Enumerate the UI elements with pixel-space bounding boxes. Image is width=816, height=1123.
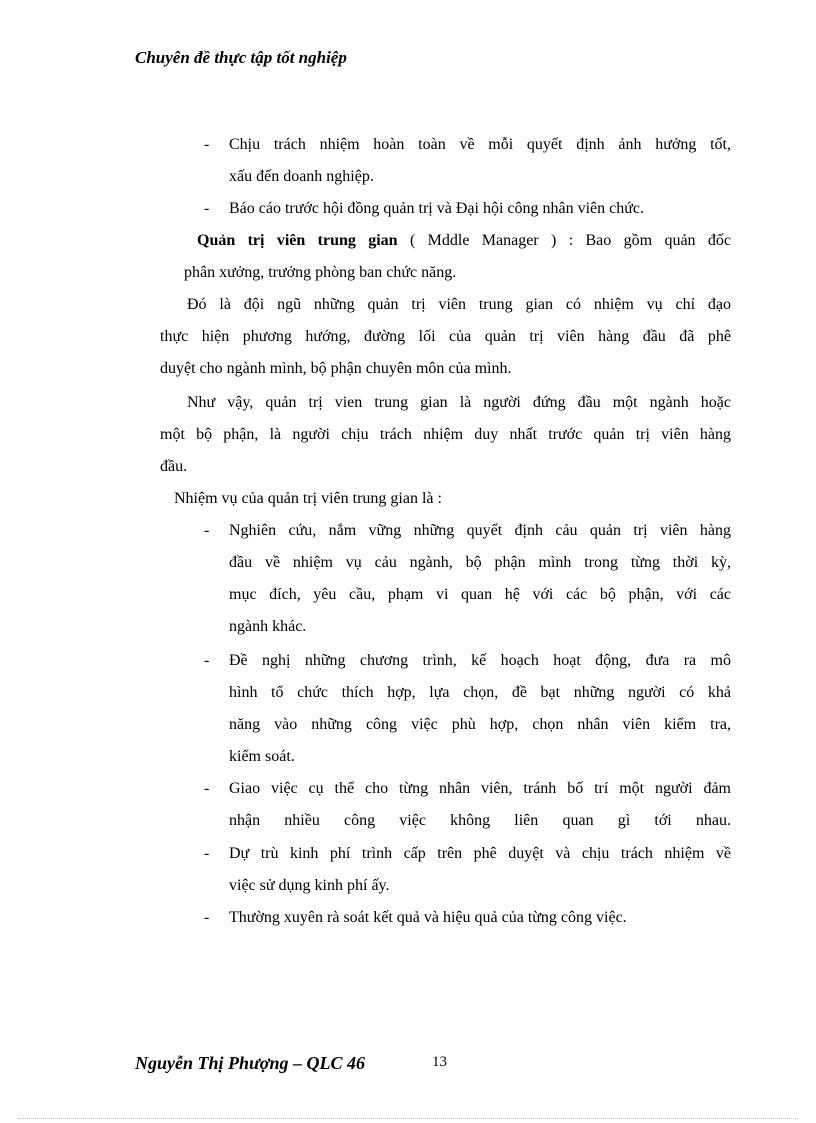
bullet-dash: - [204,909,210,926]
paragraph-3-line-3: đầu. [160,458,188,475]
bullet-dash: - [204,522,210,539]
middle-manager-definition-text: ( Mddle Manager ) : Bao gồm quản đốc [397,232,732,249]
paragraph-3-line-1: Như vậy, quản trị vien trung gian là người đứng đầu một ngành hoặc [187,394,731,411]
bullet-3-line-1: Nghiên cứu, nắm vững những quyết định cảu quản trị viên hàng [229,522,731,539]
bullet-1-line-1: Chịu trách nhiệm hoàn toàn về mỗi quyết định ảnh hưởng tốt, [229,136,731,153]
middle-manager-term: Quản trị viên trung gian [197,232,398,249]
footer-author: Nguyễn Thị Phượng – QLC 46 [135,1053,365,1073]
bullet-dash: - [204,200,210,217]
bullet-4-line-3: năng vào những công việc phù hợp, chọn nhân viên kiểm tra, [229,716,731,733]
bullet-3-line-2: đầu về nhiệm vụ cảu ngành, bộ phận mình trong từng thời kỳ, [229,554,731,571]
bullet-dash: - [204,845,210,862]
bullet-dash: - [204,780,210,797]
page-header-title: Chuyên đề thực tập tốt nghiệp [135,48,347,67]
middle-manager-definition-line-1 [197,230,731,252]
bullet-5-line-1: Giao việc cụ thể cho từng nhân viên, tránh bố trí một người đảm [229,780,731,797]
bullet-6-line-1: Dự trù kinh phí trình cấp trên phê duyệt và chịu trách nhiệm về [229,845,731,862]
bullet-3-line-4: ngành khác. [229,618,307,635]
paragraph-2-line-2: thực hiện phương hướng, đường lối của quản trị viên hàng đầu đã phê [160,328,731,345]
bullet-7-line-1: Thường xuyên rà soát kết quả và hiệu quả của từng công việc. [229,909,627,926]
bullet-5-line-2: nhận nhiều công việc không liên quan gì tới nhau. [229,812,731,829]
paragraph-2-line-3: duyệt cho ngành mình, bộ phận chuyên môn của mình. [160,360,512,377]
bullet-2-line-1: Báo cáo trước hội đồng quản trị và Đại hội công nhân viên chức. [229,200,645,217]
bullet-dash: - [204,136,210,153]
paragraph-2-line-1: Đó là đội ngũ những quản trị viên trung gian có nhiệm vụ chỉ đạo [187,296,731,313]
bullet-4-line-4: kiểm soát. [229,748,295,765]
bullet-3-line-3: mục đích, yêu cầu, phạm vi quan hệ với các bộ phận, với các [229,586,731,603]
middle-manager-definition-line-2: phân xưởng, trưởng phòng ban chức năng. [184,264,457,281]
bullet-dash: - [204,652,210,669]
bullet-4-line-1: Đề nghị những chương trình, kế hoạch hoạt động, đưa ra mô [229,652,731,669]
paragraph-3-line-2: một bộ phận, là người chịu trách nhiệm duy nhất trước quản trị viên hàng [160,426,731,443]
page-number: 13 [432,1054,447,1070]
page-bottom-divider [18,1118,798,1119]
bullet-1-line-2: xấu đến doanh nghiệp. [229,168,374,185]
bullet-6-line-2: việc sử dụng kinh phí ấy. [229,877,390,894]
paragraph-4-line-1: Nhiệm vụ của quản trị viên trung gian là : [174,490,442,507]
bullet-4-line-2: hình tổ chức thích hợp, lựa chọn, đề bạt những người có khả [229,684,731,701]
